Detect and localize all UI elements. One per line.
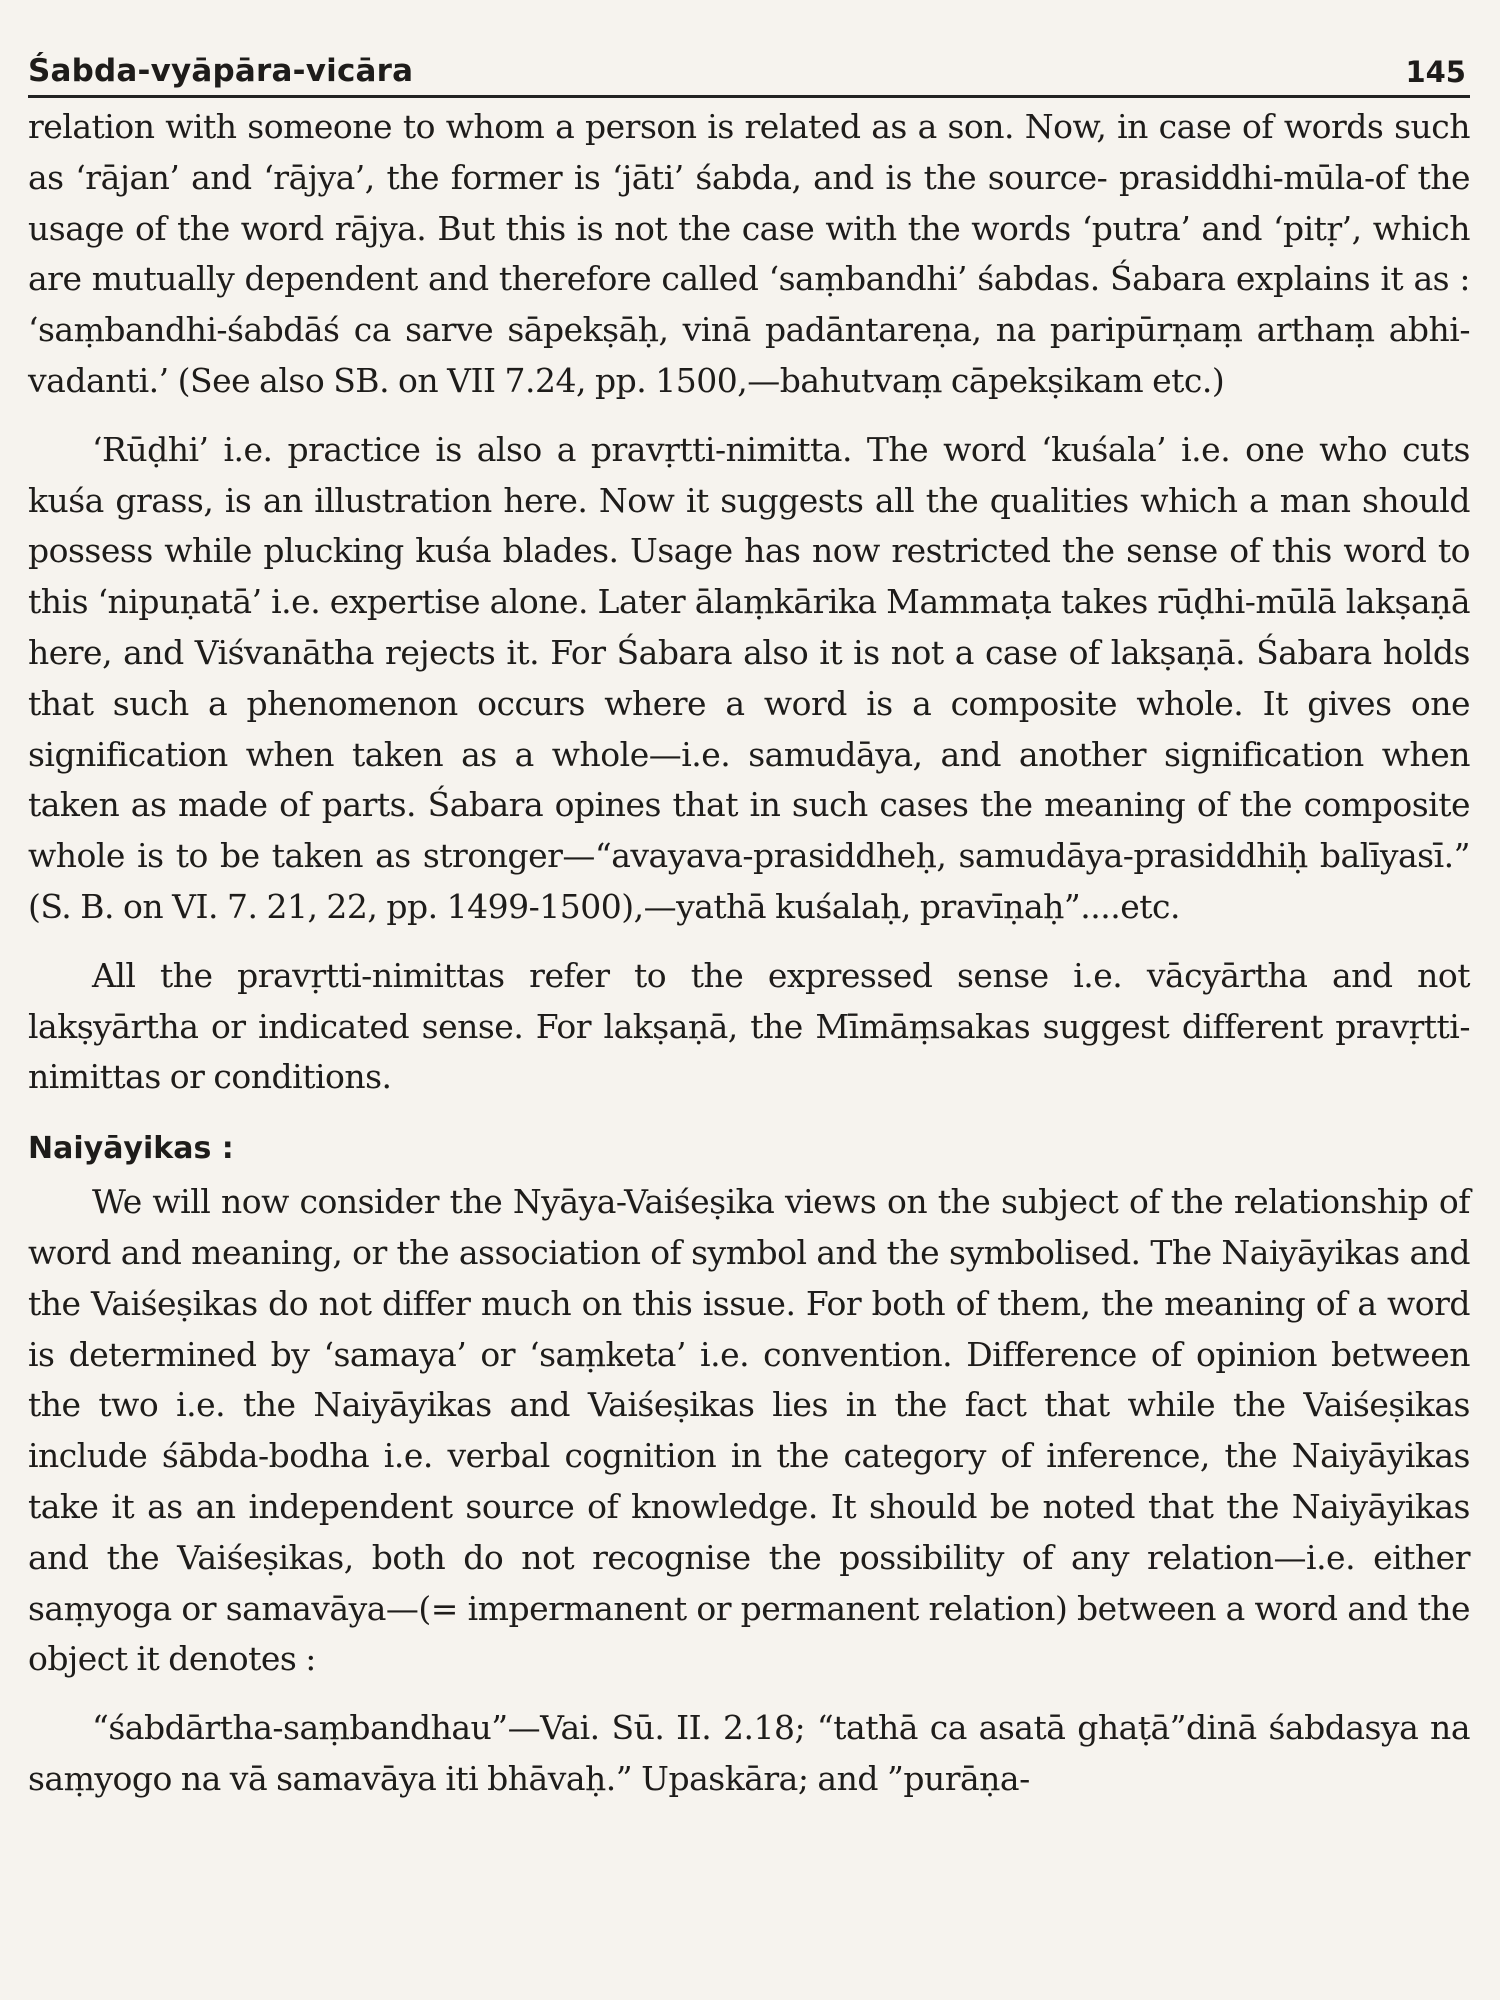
paragraph-nyaya-vaisesika: We will now consider the Nyāya-Vaiśeṣika views on the subject of the relationship of word and meaning, or the association of symbol and the symbolised. The Naiyāyikas and the Vaiśeṣikas do not differ much on this issue. For both of them, the meaning of a word is determined by ‘samaya’ or ‘saṃketa’ i.e. convention. Difference of opinion between the two i.e. the Naiyāyikas and Vaiśeṣikas lies in the fact that while the Vaiśeṣikas include śābda-bodha i.e. verbal cognition in the category of inference, the Naiyāyikas take it as an independent source of knowledge. It should be noted that the Naiyāyikas and the Vaiśeṣikas, both do not recognise the possibility of any relation—i.e. either saṃyoga or samavāya—(= impermanent or permanent relation) between a word and the object it denotes : — [28, 1182, 1470, 1679]
running-title: Śabda-vyāpāra-vicāra — [28, 53, 414, 89]
running-header — [28, 52, 1470, 98]
paragraph-continued: relation with someone to whom a person is related as a son. Now, in case of words such as ‘rājan’ and ‘rājya’, the former is ‘jāti’ śabda, and is the source- prasiddhi-mūla-of the usage of the word rājya. But this is not the case with the words ‘putra’ and ‘pitṛ’, which are mutually dependent and therefore called ‘saṃbandhi’ śabdas. Śabara explains it as : ‘saṃbandhi-śabdāś ca sarve sāpekṣāḥ, vinā padāntareṇa, na paripūrṇaṃ arthaṃ abhi-vadanti.’ (See also SB. on VII 7.24, pp. 1500,—bahutvaṃ cāpekṣikam etc.) — [28, 107, 1470, 400]
page-number: 145 — [1405, 55, 1466, 89]
body-text — [28, 102, 1470, 1805]
section-heading: Naiyāyikas : — [28, 1131, 234, 1167]
paragraph-quotation: “śabdārtha-saṃbandhau”—Vai. Sū. II. 2.18; “tathā ca asatā ghaṭā”dinā śabdasya na saṃyogo na vā samavāya iti bhāvaḥ.” Upaskāra; and ”purāṇa- — [28, 1708, 1470, 1798]
paragraph-rudhi: ‘Rūḍhi’ i.e. practice is also a pravṛtti-nimitta. The word ‘kuśala’ i.e. one who cuts kuśa grass, is an illustration here. Now it suggests all the qualities which a man should possess while plucking kuśa blades. Usage has now restricted the sense of this word to this ‘nipuṇatā’ i.e. expertise alone. Later ālaṃkārika Mammaṭa takes rūḍhi-mūlā lakṣaṇā here, and Viśvanātha rejects it. For Śabara also it is not a case of lakṣaṇā. Śabara holds that such a phenomenon occurs where a word is a composite whole. It gives one signification when taken as a whole—i.e. samudāya, and another signification when taken as made of parts. Śabara opines that in such cases the meaning of the composite whole is to be taken as stronger—“avayava-prasiddheḥ, samudāya-prasiddhiḥ balīyasī.” (S. B. on VI. 7. 21, 22, pp. 1499-1500),—yathā kuśalaḥ, pravīṇaḥ”....etc. — [28, 429, 1470, 926]
paragraph-pravrtti-nimittas: All the pravṛtti-nimittas refer to the expressed sense i.e. vācyārtha and not lakṣyārtha or indicated sense. For lakṣaṇā, the Mīmāṃsakas suggest different pravṛtti-nimittas or conditions. — [28, 955, 1470, 1097]
